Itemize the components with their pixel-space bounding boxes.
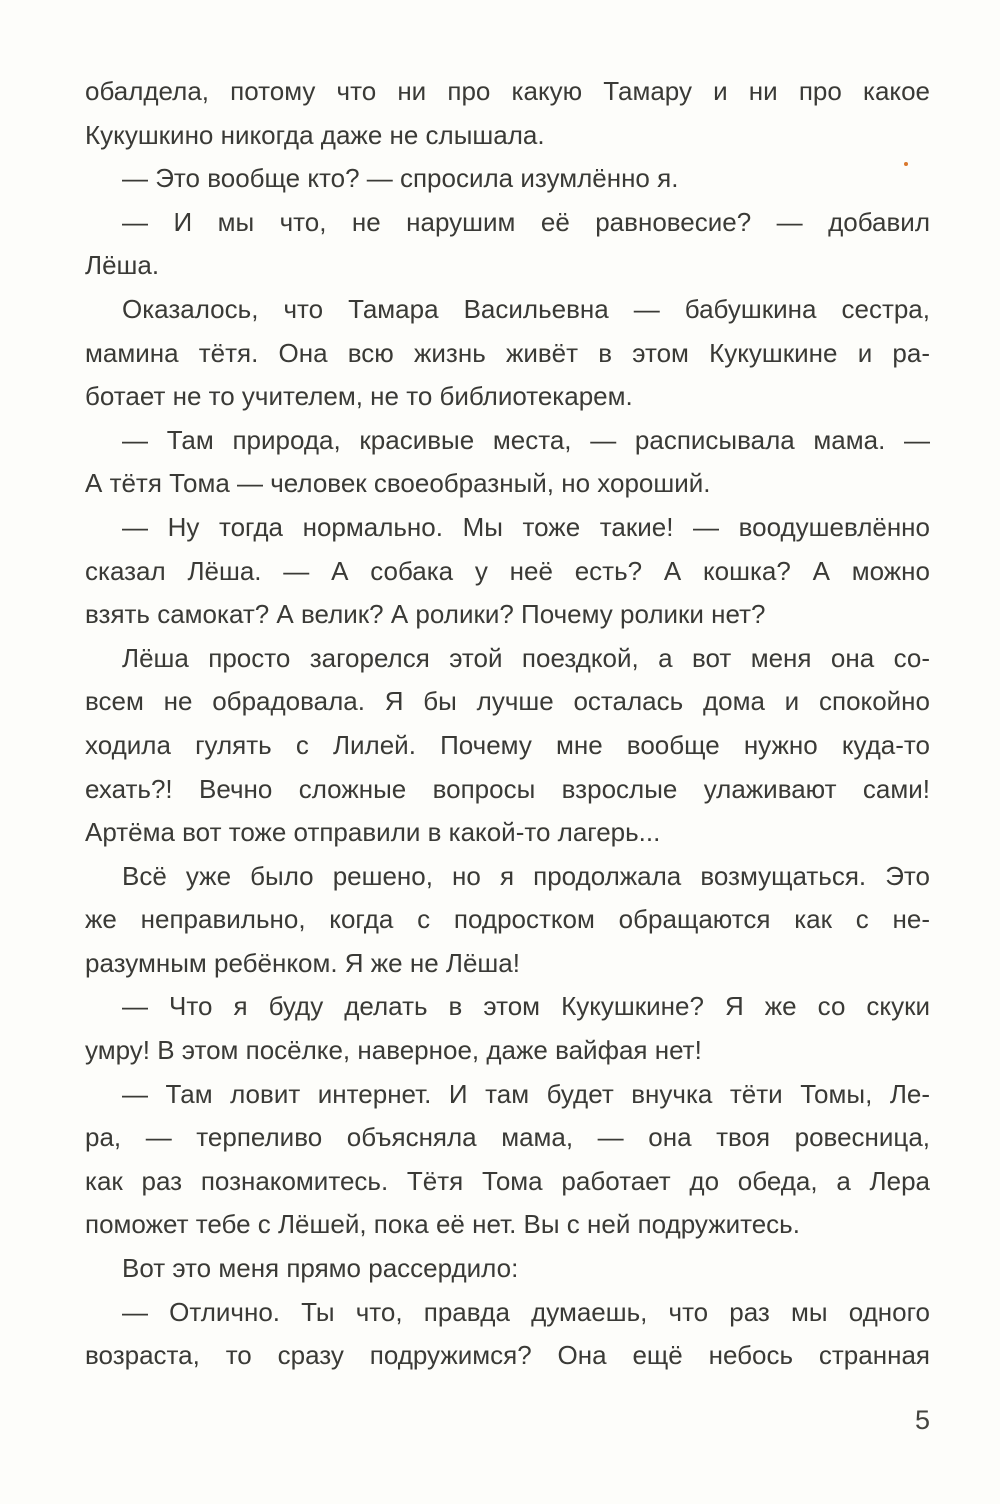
text-line: умру! В этом посёлке, наверное, даже вайфая нет!	[85, 1035, 702, 1066]
text-line: ра, — терпеливо объясняла мама, — она твоя ровесница,	[85, 1122, 930, 1153]
text-line: Вот это меня прямо рассердило:	[122, 1253, 519, 1284]
page-number: 5	[914, 1405, 930, 1435]
text-line: — Это вообще кто? — спросила изумлённо я.	[122, 163, 679, 194]
text-line: — Там природа, красивые места, — расписывала мама. —	[122, 424, 930, 455]
text-line: — Что я буду делать в этом Кукушкине? Я же со скуки	[122, 991, 930, 1022]
text-line: возраста, то сразу подружимся? Она ещё небось странная	[85, 1340, 930, 1371]
text-line: сказал Лёша. — А собака у неё есть? А кошка? А можно	[85, 555, 930, 586]
text-line: всем не обрадовала. Я бы лучше осталась дома и спокойно	[85, 686, 930, 717]
text-line: — И мы что, не нарушим её равновесие? — добавил	[122, 206, 930, 237]
text-line: Кукушкино никогда даже не слышала.	[85, 119, 545, 150]
body-text	[85, 70, 930, 1378]
text-line: разумным ребёнком. Я же не Лёша!	[85, 947, 520, 978]
text-line: Лёша.	[85, 250, 160, 281]
text-line: ехать?! Вечно сложные вопросы взрослые улаживают сами!	[85, 773, 930, 804]
text-line: Оказалось, что Тамара Васильевна — бабушкина сестра,	[122, 293, 930, 324]
speck-dot	[904, 162, 908, 166]
text-line: А тётя Тома — человек своеобразный, но хороший.	[85, 468, 711, 499]
text-line: ходила гулять с Лилей. Почему мне вообще нужно куда-то	[85, 729, 930, 760]
text-line: обалдела, потому что ни про какую Тамару и ни про какое	[85, 76, 930, 106]
text-line: мамина тётя. Она всю жизнь живёт в этом Кукушкине и ра-	[85, 337, 930, 368]
text-line: — Там ловит интернет. И там будет внучка тёти Томы, Ле-	[122, 1078, 930, 1109]
text-line: взять самокат? А велик? А ролики? Почему ролики нет?	[85, 599, 766, 630]
text-line: — Ну тогда нормально. Мы тоже такие! — воодушевлённо	[122, 511, 930, 542]
text-line: как раз познакомитесь. Тётя Тома работает до обеда, а Лера	[85, 1165, 930, 1196]
text-line: Всё уже было решено, но я продолжала возмущаться. Это	[122, 860, 930, 891]
text-line: Лёша просто загорелся этой поездкой, а вот меня она со-	[122, 642, 930, 673]
text-line: — Отлично. Ты что, правда думаешь, что раз мы одного	[122, 1296, 930, 1327]
text-line: Артёма вот тоже отправили в какой-то лагерь...	[85, 817, 661, 848]
text-line: же неправильно, когда с подростком обращаются как с не-	[85, 904, 930, 935]
text-line: поможет тебе с Лёшей, пока её нет. Вы с ней подружитесь.	[85, 1209, 800, 1240]
text-line: ботает не то учителем, не то библиотекарем.	[85, 381, 633, 412]
